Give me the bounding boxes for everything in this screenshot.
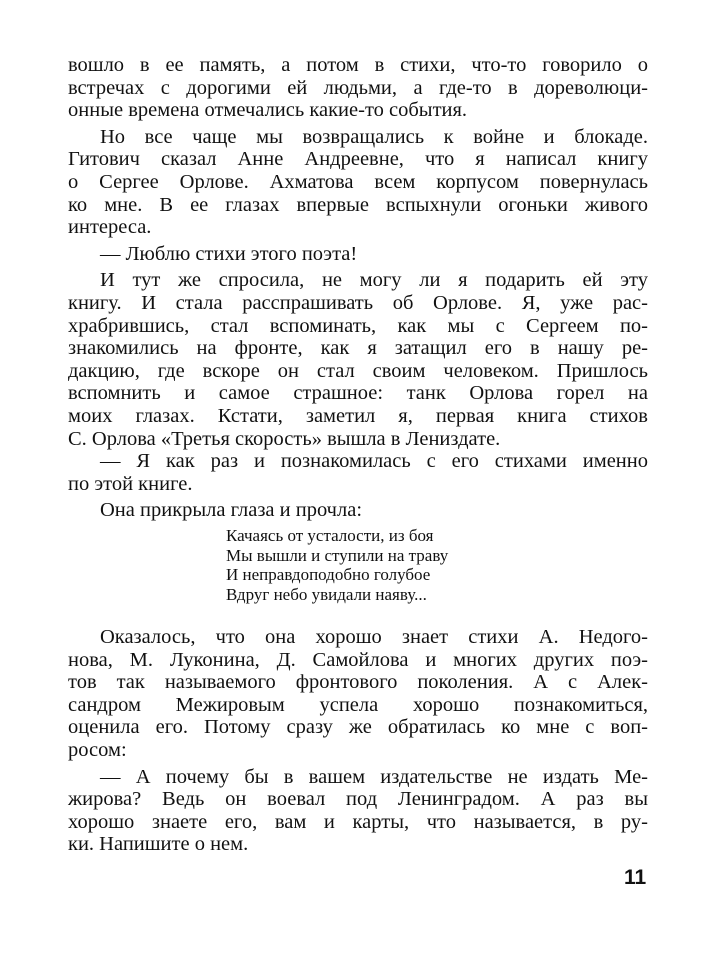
text-line: ко мне. В ее глазах впервые вспыхнули огоньки живого: [68, 193, 648, 216]
text-line: — А почему бы в вашем издательстве не издать Ме-: [100, 765, 648, 788]
poem-quote: [226, 526, 506, 604]
page-number: 11: [624, 866, 647, 889]
text-line: сандром Межировым успела хорошо познакомиться,: [68, 693, 648, 716]
poem-line: Вдруг небо увидали наяву...: [226, 584, 427, 604]
text-line: Гитович сказал Анне Андреевне, что я написал книгу: [68, 148, 648, 171]
dialogue-line: [68, 243, 648, 266]
paragraph: [68, 269, 648, 450]
text-line: С. Орлова «Третья скорость» вышла в Лениздате.: [68, 427, 501, 450]
text-line: о Сергее Орлове. Ахматова всем корпусом повернулась: [68, 170, 648, 193]
poem-line: И неправдоподобно голубое: [226, 565, 431, 584]
text-line: онные времена отмечались какие-то события.: [68, 99, 468, 122]
text-line: жирова? Ведь он воевал под Ленинградом. А раз вы: [68, 788, 648, 811]
text-line: храбрившись, стал вспоминать, как мы с Сергеем по-: [68, 314, 648, 337]
text-line: — Люблю стихи этого поэта!: [100, 242, 358, 265]
poem-line: Мы вышли и ступили на траву: [226, 545, 449, 565]
text-line: вошло в ее память, а потом в стихи, что-то говорило о: [68, 54, 648, 76]
text-line: по этой книге.: [68, 472, 193, 495]
paragraph: [68, 626, 648, 762]
dialogue-line: [68, 450, 648, 495]
text-line: И тут же спросила, не могу ли я подарить ей эту: [100, 269, 648, 292]
text-line: вспомнить и самое страшное: танк Орлова горел на: [68, 382, 648, 405]
text-line: Оказалось, что она хорошо знает стихи А. Недого-: [100, 626, 648, 648]
text-line: интереса.: [68, 216, 152, 239]
text-line: росом:: [68, 738, 127, 761]
text-line: встречах с дорогими ей людьми, а где-то в дореволюци-: [68, 76, 648, 99]
text-line: нова, М. Луконина, Д. Самойлова и многих других поэ-: [68, 648, 648, 671]
dialogue-line: [68, 766, 648, 856]
text-line: хорошо знаете его, вам и карты, что называется, в ру-: [68, 810, 648, 833]
paragraph: [68, 126, 648, 239]
main-text-bottom: [68, 626, 648, 856]
poem-line: Качаясь от усталости, из боя: [226, 526, 434, 545]
text-line: знакомились на фронте, как я затащил его в нашу ре-: [68, 337, 648, 360]
text-line: оценила его. Потому сразу же обратилась ко мне с воп-: [68, 716, 648, 739]
text-line: — Я как раз и познакомилась с его стихами именно: [100, 450, 648, 473]
text-line: моих глазах. Кстати, заметил я, первая книга стихов: [68, 404, 648, 427]
text-line: Она прикрыла глаза и прочла:: [100, 499, 363, 522]
text-line: ки. Напишите о нем.: [68, 833, 249, 856]
paragraph: [68, 499, 648, 522]
paragraph: [68, 54, 648, 122]
text-line: дакцию, где вскоре он стал своим человеком. Пришлось: [68, 359, 648, 382]
text-line: книгу. И стала расспрашивать об Орлове. Я, уже рас-: [68, 291, 648, 314]
text-line: тов так называемого фронтового поколения. А с Алек-: [68, 671, 648, 694]
main-text-top: [68, 54, 648, 522]
text-line: Но все чаще мы возвращались к войне и блокаде.: [100, 125, 648, 148]
